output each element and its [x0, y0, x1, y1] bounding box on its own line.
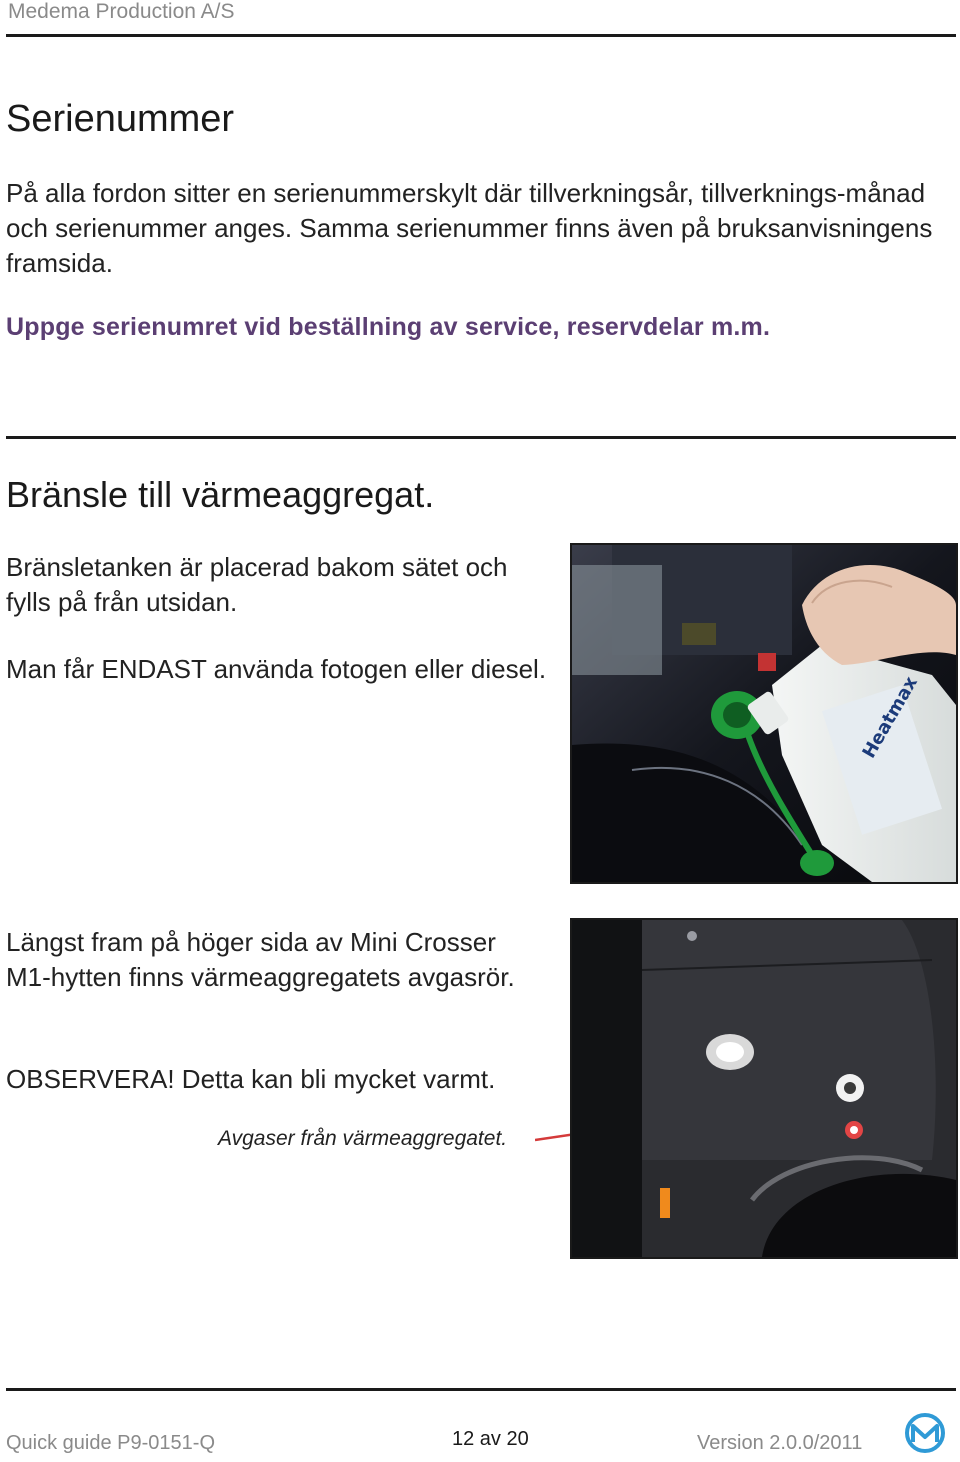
serial-number-paragraph: På alla fordon sitter en serienummerskylt där tillverkningsår, tillverknings-månad och serienummer anges. Samma serienummer finns även på bruksanvisningens framsida. [6, 178, 933, 278]
header-divider [6, 34, 956, 37]
exhaust-warning-paragraph: OBSERVERA! Detta kan bli mycket varmt. [6, 1064, 496, 1094]
refuel-illustration [572, 545, 956, 882]
company-name: Medema Production A/S [8, 0, 235, 23]
exhaust-photo [570, 918, 958, 1259]
bottle-label: Heatmax [858, 673, 922, 762]
fuel-tank-paragraph: Bränsletanken är placerad bakom sätet och fylls på från utsidan. [6, 552, 508, 617]
medema-logo-icon [904, 1412, 946, 1454]
exhaust-caption: Avgaser från värmeaggregatet. [218, 1127, 508, 1150]
page-number: 12 av 20 [452, 1428, 529, 1450]
exhaust-location-paragraph: Längst fram på höger sida av Mini Crosser M1-hytten finns värmeaggregatets avgasrör. [6, 927, 515, 992]
footer-document-id: Quick guide P9-0151-Q [6, 1432, 216, 1454]
serial-number-emphasis: Uppge serienumret vid beställning av service, reservdelar m.m. [6, 313, 771, 341]
section-divider [6, 436, 956, 439]
section-title-fuel: Bränsle till värmeaggregat. [6, 474, 435, 515]
exhaust-illustration [572, 920, 956, 1257]
footer-version: Version 2.0.0/2011 [697, 1432, 863, 1454]
footer-divider [6, 1388, 956, 1391]
fuel-type-paragraph: Man får ENDAST använda fotogen eller diesel. [6, 654, 547, 684]
refuel-photo [570, 543, 958, 884]
section-title-serial-number: Serienummer [6, 98, 235, 140]
